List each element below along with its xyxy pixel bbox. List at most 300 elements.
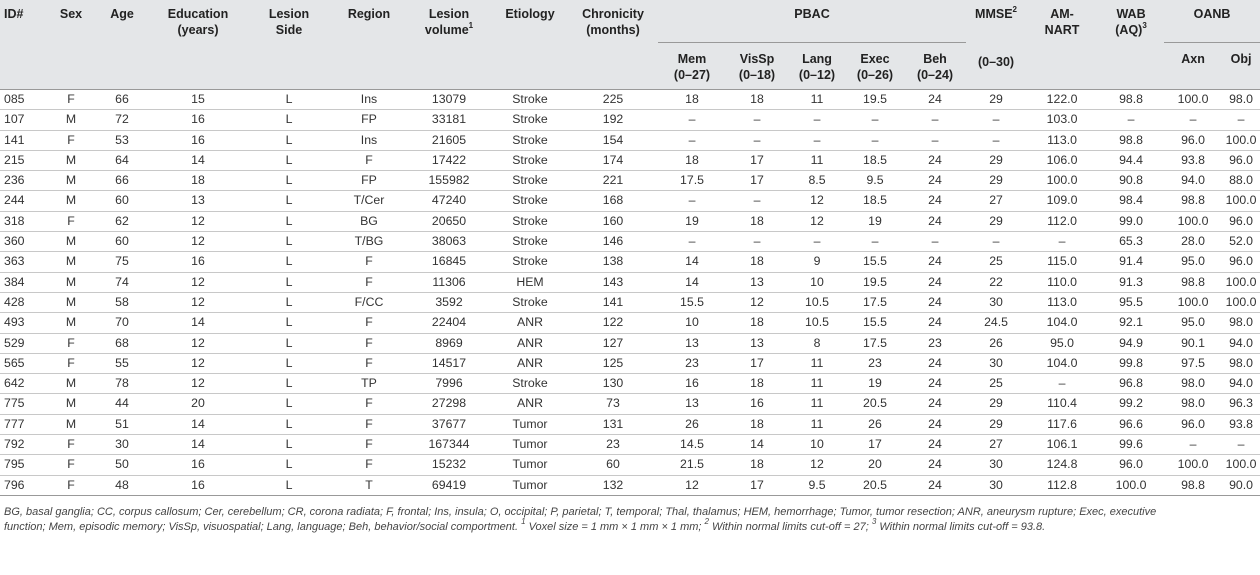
- table-cell: L: [285, 437, 293, 452]
- table-cell: –: [1189, 437, 1197, 452]
- table-cell: –: [1058, 234, 1066, 249]
- table-cell: –: [1237, 437, 1245, 452]
- table-cell: F/CC: [354, 294, 384, 309]
- table-cell: 96.0: [1229, 254, 1253, 269]
- table-cell: 12: [191, 335, 205, 350]
- table-cell: Stroke: [512, 152, 548, 167]
- table-cell: 106.0: [1046, 152, 1078, 167]
- table-cell: 92.1: [1119, 315, 1143, 330]
- table-cell: 100.0: [1177, 457, 1209, 472]
- header-am-nart: AM- NART: [1026, 0, 1098, 90]
- table-cell: Ins: [360, 92, 378, 106]
- table-row: [0, 110, 1260, 130]
- table-cell: –: [1237, 112, 1245, 127]
- table-cell: –: [931, 112, 939, 127]
- table-cell: 13: [750, 335, 764, 350]
- table-cell: 100.0: [1177, 213, 1209, 228]
- table-cell: –: [813, 132, 821, 147]
- table-cell: 17.5: [680, 173, 704, 188]
- table-cell: 18: [191, 173, 205, 188]
- table-cell: 24: [928, 355, 942, 370]
- table-cell: 107: [4, 112, 25, 127]
- table-cell: 20650: [431, 213, 467, 228]
- table-cell: 168: [602, 193, 624, 208]
- table-cell: 20: [868, 457, 882, 472]
- table-cell: L: [285, 234, 293, 249]
- table-cell: 66: [115, 92, 129, 106]
- table-cell: 23: [868, 355, 882, 370]
- table-cell: 16: [191, 132, 205, 147]
- table-cell: L: [285, 92, 293, 106]
- table-cell: 796: [4, 477, 25, 492]
- table-cell: 16: [191, 477, 205, 492]
- table-cell: 88.0: [1229, 173, 1253, 188]
- table-cell: 10: [685, 315, 699, 330]
- table-cell: 11: [810, 92, 824, 106]
- table-cell: L: [285, 335, 293, 350]
- table-cell: M: [65, 254, 77, 269]
- table-cell: 17.5: [863, 335, 887, 350]
- table-cell: –: [871, 234, 879, 249]
- table-cell: M: [65, 234, 77, 249]
- table-row: [0, 130, 1260, 150]
- table-cell: 24: [928, 396, 942, 411]
- table-cell: –: [1189, 112, 1197, 127]
- header-chronicity: Chronicity (months): [568, 0, 658, 90]
- table-cell: 19: [868, 376, 882, 391]
- table-cell: 143: [602, 274, 624, 289]
- table-cell: 085: [4, 92, 25, 106]
- table-cell: 141: [602, 294, 624, 309]
- table-cell: 12: [191, 274, 205, 289]
- table-cell: 109.0: [1046, 193, 1078, 208]
- table-cell: 100.0: [1225, 193, 1257, 208]
- table-cell: 113.0: [1047, 132, 1077, 147]
- table-cell: 19.5: [863, 92, 887, 106]
- table-cell: L: [285, 152, 293, 167]
- table-cell: 642: [4, 376, 25, 391]
- table-cell: Stroke: [512, 294, 548, 309]
- table-cell: 15.5: [680, 294, 704, 309]
- table-cell: –: [753, 132, 761, 147]
- table-cell: 16: [191, 254, 205, 269]
- table-cell: 24: [928, 173, 942, 188]
- table-cell: 98.8: [1119, 92, 1143, 106]
- table-cell: 24: [928, 274, 942, 289]
- table-cell: 21.5: [680, 457, 704, 472]
- table-cell: 130: [602, 376, 624, 391]
- table-cell: 98.4: [1119, 193, 1143, 208]
- table-cell: 100.0: [1225, 294, 1257, 309]
- table-cell: 98.8: [1181, 274, 1205, 289]
- table-cell: 15232: [431, 457, 467, 472]
- table-cell: 70: [115, 315, 129, 330]
- header-wab: WAB (AQ)$^3$: [1098, 0, 1164, 90]
- table-cell: 99.8: [1119, 355, 1143, 370]
- table-cell: 29: [989, 416, 1003, 431]
- table-row: [0, 374, 1260, 394]
- table-cell: 18: [750, 254, 764, 269]
- table-cell: F: [365, 254, 373, 269]
- table-cell: M: [65, 112, 77, 127]
- table-cell: 47240: [431, 193, 467, 208]
- table-cell: M: [65, 173, 77, 188]
- header-education: Education (years): [150, 0, 246, 90]
- table-cell: HEM: [516, 274, 544, 289]
- table-cell: 33181: [431, 112, 467, 127]
- table-cell: 95.0: [1181, 254, 1205, 269]
- table-cell: 17422: [431, 152, 467, 167]
- table-cell: –: [688, 193, 696, 208]
- table-cell: M: [65, 416, 77, 431]
- table-cell: 66: [115, 173, 129, 188]
- table-cell: –: [753, 112, 761, 127]
- table-cell: 8: [813, 335, 821, 350]
- table-row: [0, 333, 1260, 353]
- table-cell: 90.8: [1119, 173, 1143, 188]
- table-cell: F: [365, 152, 373, 167]
- table-cell: F: [365, 274, 373, 289]
- table-cell: 30: [989, 355, 1003, 370]
- table-cell: –: [1127, 112, 1135, 127]
- table-cell: 15.5: [863, 254, 887, 269]
- table-row: [0, 353, 1260, 373]
- table-cell: –: [688, 234, 696, 249]
- table-cell: 529: [4, 335, 25, 350]
- table-cell: 98.0: [1229, 315, 1253, 330]
- table-cell: 18: [685, 152, 699, 167]
- table-cell: 30: [989, 457, 1003, 472]
- table-cell: 94.0: [1229, 335, 1253, 350]
- table-cell: 24: [928, 457, 942, 472]
- table-cell: 14.5: [680, 437, 704, 452]
- table-cell: –: [992, 234, 1000, 249]
- table-cell: –: [992, 132, 1000, 147]
- header-pbac-lang: Lang (0–12): [788, 43, 846, 90]
- table-cell: 14: [750, 437, 764, 452]
- table-cell: Stroke: [512, 254, 548, 269]
- table-cell: 23: [928, 335, 942, 350]
- table-row: [0, 455, 1260, 475]
- header-pbac-vissp: VisSp (0–18): [726, 43, 788, 90]
- table-cell: 215: [4, 152, 25, 167]
- table-cell: 53: [115, 132, 129, 147]
- table-cell: 318: [4, 213, 25, 228]
- table-cell: 91.3: [1119, 274, 1143, 289]
- table-cell: 24: [928, 376, 942, 391]
- table-row: [0, 191, 1260, 211]
- table-cell: L: [285, 315, 293, 330]
- table-cell: TP: [361, 376, 377, 391]
- table-cell: Tumor: [512, 457, 548, 472]
- table-cell: 132: [602, 477, 624, 492]
- table-cell: 97.5: [1181, 355, 1205, 370]
- table-cell: 50: [115, 457, 129, 472]
- table-cell: L: [285, 416, 293, 431]
- table-cell: 14: [191, 416, 205, 431]
- table-cell: M: [65, 274, 77, 289]
- table-cell: 60: [115, 193, 129, 208]
- table-cell: 17: [750, 173, 764, 188]
- table-cell: 90.1: [1181, 335, 1205, 350]
- table-cell: ANR: [517, 335, 543, 350]
- table-cell: 100.0: [1046, 173, 1078, 188]
- table-cell: 90.0: [1229, 477, 1253, 492]
- table-cell: 9.5: [808, 477, 826, 492]
- table-cell: ANR: [517, 396, 543, 411]
- table-row: [0, 292, 1260, 312]
- table-cell: 14: [191, 437, 205, 452]
- table-cell: 24: [928, 315, 942, 330]
- table-cell: 11306: [432, 274, 466, 289]
- table-cell: 167344: [428, 437, 470, 452]
- table-cell: FP: [361, 112, 377, 127]
- table-cell: 428: [4, 294, 25, 309]
- table-cell: 12: [191, 213, 205, 228]
- table-cell: 17.5: [863, 294, 887, 309]
- table-cell: Stroke: [512, 132, 548, 147]
- table-cell: 29: [989, 173, 1003, 188]
- table-cell: 28.0: [1181, 234, 1205, 249]
- table-cell: 10.5: [805, 294, 829, 309]
- header-sex: Sex: [48, 0, 94, 90]
- table-cell: 12: [810, 457, 824, 472]
- table-cell: 58: [115, 294, 129, 309]
- table-cell: 122: [602, 315, 624, 330]
- table-cell: 29: [989, 396, 1003, 411]
- table-cell: 24: [928, 152, 942, 167]
- table-cell: 69419: [431, 477, 467, 492]
- table-cell: L: [285, 355, 293, 370]
- table-cell: 55: [115, 355, 129, 370]
- table-cell: 14: [685, 274, 699, 289]
- header-id: ID#: [0, 0, 48, 90]
- table-cell: 16: [750, 396, 764, 411]
- table-cell: 48: [115, 477, 129, 492]
- table-cell: 115.0: [1047, 254, 1077, 269]
- table-cell: Stroke: [512, 92, 548, 106]
- table-cell: –: [688, 112, 696, 127]
- table-cell: T/Cer: [353, 193, 385, 208]
- table-cell: 98.8: [1119, 132, 1143, 147]
- header-etiology: Etiology: [492, 0, 568, 90]
- table-cell: –: [813, 234, 821, 249]
- header-mmse: MMSE$^2$ (0–30): [966, 0, 1026, 90]
- table-cell: L: [285, 294, 293, 309]
- table-cell: 95.0: [1050, 335, 1074, 350]
- table-cell: 74: [115, 274, 129, 289]
- table-cell: L: [285, 376, 293, 391]
- header-pbac: PBAC: [658, 0, 966, 43]
- table-cell: Tumor: [512, 416, 548, 431]
- table-cell: 110.4: [1047, 396, 1077, 411]
- table-footnote: BG, basal ganglia; CC, corpus callosum; Cer, cerebellum; CR, corona radiata; F, frontal; Ins, insula; O, occipital; P, parietal; T, temporal; Thal, thalamus; HEM, hemorrhage; Tumor, tumor resection; ANR, aneurysm rupture; Exec, executive function; Mem, episodic memory; VisSp, visuospatial; Lang, language; Beh, behavior/social comportment. $^1$ Voxel size = 1 mm × 1 mm × 1 mm; $^2$ Within normal limits cut-off = 27; $^3$ Within normal limits cut-off = 93.8.: [4, 505, 1157, 533]
- table-cell: 30: [989, 294, 1003, 309]
- table-cell: 93.8: [1229, 416, 1253, 431]
- table-cell: 155982: [428, 173, 470, 188]
- table-row: [0, 475, 1260, 495]
- table-cell: 11: [810, 376, 824, 391]
- table-cell: F: [67, 457, 75, 472]
- table-cell: 95.5: [1119, 294, 1143, 309]
- table-cell: 64: [115, 152, 129, 167]
- table-cell: 37677: [431, 416, 467, 431]
- table-cell: 122.0: [1046, 92, 1078, 106]
- table-cell: 225: [602, 92, 624, 106]
- table-cell: 16: [685, 376, 699, 391]
- table-cell: L: [285, 457, 293, 472]
- table-cell: 15.5: [863, 315, 887, 330]
- table-cell: 110.0: [1047, 274, 1077, 289]
- table-cell: 160: [602, 213, 624, 228]
- table-cell: 14517: [431, 355, 467, 370]
- table-cell: –: [688, 132, 696, 147]
- table-cell: 73: [606, 396, 620, 411]
- table-cell: 12: [810, 193, 824, 208]
- table-cell: 244: [4, 193, 25, 208]
- table-cell: 26: [989, 335, 1003, 350]
- header-region: Region: [332, 0, 406, 90]
- table-cell: M: [65, 376, 77, 391]
- table-cell: 104.0: [1046, 355, 1078, 370]
- table-cell: 27: [989, 193, 1003, 208]
- table-cell: 91.4: [1119, 254, 1143, 269]
- header-pbac-exec: Exec (0–26): [846, 43, 904, 90]
- table-cell: –: [1058, 376, 1066, 391]
- table-cell: 792: [4, 437, 25, 452]
- table-cell: L: [285, 477, 293, 492]
- table-cell: 174: [602, 152, 624, 167]
- table-cell: ANR: [517, 355, 543, 370]
- table-cell: F: [67, 213, 75, 228]
- table-cell: 29: [989, 213, 1003, 228]
- table-cell: L: [285, 132, 293, 147]
- table-row: [0, 90, 1260, 110]
- table-cell: 18.5: [863, 193, 887, 208]
- table-cell: 52.0: [1229, 234, 1253, 249]
- table-cell: 20: [191, 396, 205, 411]
- table-cell: 18: [750, 376, 764, 391]
- table-row: [0, 414, 1260, 434]
- table-cell: –: [753, 193, 761, 208]
- table-cell: 19: [685, 213, 699, 228]
- table-cell: 221: [602, 173, 624, 188]
- table-cell: 23: [606, 437, 620, 452]
- table-cell: –: [931, 132, 939, 147]
- table-cell: 29: [989, 152, 1003, 167]
- table-cell: 13: [685, 396, 699, 411]
- table-cell: 9: [813, 254, 821, 269]
- table-cell: 113.0: [1047, 294, 1077, 309]
- table-cell: 3592: [435, 294, 463, 309]
- table-cell: 146: [602, 234, 624, 249]
- table-cell: 775: [4, 396, 25, 411]
- table-cell: 24: [928, 213, 942, 228]
- table-cell: 72: [115, 112, 129, 127]
- table-row: [0, 435, 1260, 455]
- table-cell: F: [365, 355, 373, 370]
- table-cell: F: [67, 92, 75, 106]
- table-cell: 94.4: [1119, 152, 1143, 167]
- table-cell: –: [992, 112, 1000, 127]
- table-cell: 100.0: [1225, 132, 1257, 147]
- table-cell: 21605: [431, 132, 467, 147]
- table-cell: 100.0: [1177, 92, 1209, 106]
- table-cell: 7996: [435, 376, 463, 391]
- table-cell: 93.8: [1181, 152, 1205, 167]
- header-oanb-axn: Axn: [1164, 43, 1222, 90]
- header-oanb: OANB: [1164, 0, 1260, 43]
- table-cell: 98.8: [1181, 193, 1205, 208]
- table-cell: 27298: [431, 396, 467, 411]
- table-cell: 18: [750, 213, 764, 228]
- table-cell: 96.0: [1119, 457, 1143, 472]
- table-cell: 100.0: [1115, 477, 1147, 492]
- table-cell: 117.6: [1047, 416, 1077, 431]
- table-cell: 103.0: [1046, 112, 1078, 127]
- table-cell: F: [67, 132, 75, 147]
- table-cell: BG: [360, 213, 378, 228]
- table-cell: –: [753, 234, 761, 249]
- table-cell: 8.5: [808, 173, 826, 188]
- table-cell: –: [871, 112, 879, 127]
- table-cell: 11: [810, 355, 824, 370]
- table-cell: 62: [115, 213, 129, 228]
- header-lesion-side: Lesion Side: [246, 0, 332, 90]
- table-cell: 100.0: [1177, 294, 1209, 309]
- table-cell: Stroke: [512, 173, 548, 188]
- header-oanb-obj: Obj: [1222, 43, 1260, 90]
- table-cell: 18: [750, 457, 764, 472]
- table-cell: 20.5: [863, 396, 887, 411]
- table-cell: 125: [602, 355, 624, 370]
- table-cell: 12: [750, 294, 764, 309]
- table-cell: 18: [750, 92, 764, 106]
- table-cell: 96.6: [1119, 416, 1143, 431]
- table-cell: F: [365, 335, 373, 350]
- table-cell: Stroke: [512, 193, 548, 208]
- table-cell: 24: [928, 92, 942, 106]
- table-cell: F: [67, 437, 75, 452]
- table-row: [0, 252, 1260, 272]
- table-cell: L: [285, 396, 293, 411]
- table-cell: 25: [989, 376, 1003, 391]
- table-cell: L: [285, 173, 293, 188]
- table-cell: 96.0: [1229, 213, 1253, 228]
- table-cell: 12: [191, 294, 205, 309]
- table-cell: 23: [685, 355, 699, 370]
- table-row: [0, 150, 1260, 170]
- table-cell: 17: [750, 152, 764, 167]
- header-pbac-beh: Beh (0–24): [904, 43, 966, 90]
- table-cell: Tumor: [512, 477, 548, 492]
- table-cell: 13: [685, 335, 699, 350]
- table-cell: 94.0: [1181, 173, 1205, 188]
- table-cell: M: [65, 294, 77, 309]
- table-cell: 565: [4, 355, 25, 370]
- table-cell: 24: [928, 254, 942, 269]
- table-cell: M: [65, 193, 77, 208]
- table-cell: 154: [602, 132, 624, 147]
- table-cell: 131: [602, 416, 624, 431]
- table-cell: 30: [115, 437, 129, 452]
- table-cell: 18: [750, 416, 764, 431]
- table-cell: 112.0: [1047, 213, 1077, 228]
- table-cell: 19: [868, 213, 882, 228]
- table-cell: 493: [4, 315, 25, 330]
- table-cell: 25: [989, 254, 1003, 269]
- table-cell: 16845: [431, 254, 467, 269]
